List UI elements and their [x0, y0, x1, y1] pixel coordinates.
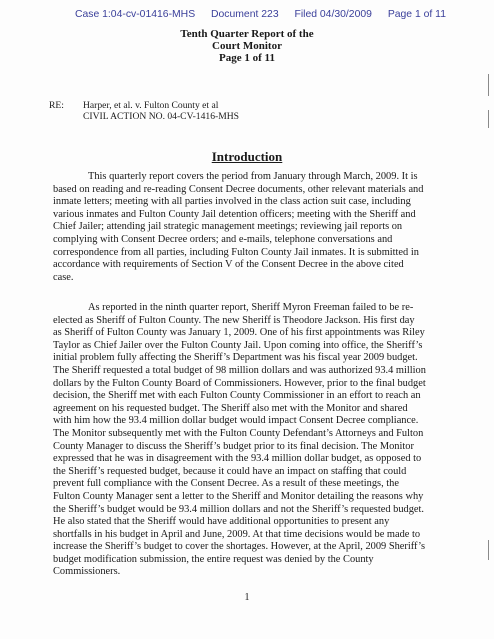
text-line: Fulton County Manager sent a letter to the Sheriff and Monitor detailing the reasons why — [53, 490, 424, 502]
text-line: He also stated that the Sheriff would have additional opportunities to present any — [53, 516, 390, 528]
title-line-1: Tenth Quarter Report of the — [180, 28, 314, 40]
text-line: various inmates and Fulton County Jail detention officers; meeting with the Sheriff and — [53, 208, 416, 220]
report-title — [0, 28, 494, 64]
text-line: As reported in the ninth quarter report, Sheriff Myron Freeman failed to be re- — [88, 302, 414, 313]
re-line-2: CIVIL ACTION NO. 04-CV-1416-MHS — [83, 111, 239, 122]
paragraph-2 — [53, 302, 461, 579]
re-line-1: Harper, et al. v. Fulton County et al — [83, 100, 219, 111]
title-line-3: Page 1 of 11 — [219, 52, 275, 64]
text-line: Chief Jailer; attending jail strategic management meetings; reviewing jail reports on — [53, 221, 403, 233]
text-line: accordance with requirements of Section V of the Consent Decree in the above cited — [53, 259, 404, 271]
text-line: inmate letters; meeting with all parties involved in the class action suit case, including — [53, 196, 411, 208]
text-line: Commissioners. — [53, 566, 121, 578]
text-line: agreement on his requested budget. The Sheriff also met with the Monitor and shared — [53, 402, 408, 414]
stamp-page-count: Page 1 of 11 — [387, 9, 446, 20]
text-line: the Sheriff’s requested budget, because it could have an impact on staffing that could — [53, 465, 407, 477]
text-line: the Sheriff’s budget would be 93.4 million dollars and not the Sheriff’s requested budget. — [53, 503, 425, 515]
title-line-2: Court Monitor — [212, 40, 282, 52]
re-label: RE: — [49, 100, 64, 111]
case-number: Case 1:04-cv-01416-MHS — [75, 9, 196, 20]
margin-mark — [488, 110, 489, 128]
text-line: prevent full compliance with the Consent Decree. As a result of these meetings, the — [53, 478, 399, 490]
text-line: as Sheriff of Fulton County was January 1, 2009. One of his first appointments was Riley — [53, 327, 425, 339]
text-line: shortfalls in his budget in April and June, 2009. At that time decisions would be made to — [53, 528, 421, 540]
text-line: The Monitor subsequently met with the Fulton County Defendant’s Attorneys and Fulton — [53, 427, 424, 439]
text-line: Taylor as Chief Jailer over the Fulton County Jail. Upon coming into office, the Sheriff’s — [53, 339, 423, 351]
text-line: initial problem fully affecting the Sheriff’s Department was his fiscal year 2009 budget. — [53, 352, 418, 364]
text-line: expressed that he was in disagreement with the 93.4 million dollar budget, as opposed to — [53, 453, 422, 465]
paragraph-1 — [53, 171, 461, 284]
filed-date: Filed 04/30/2009 — [294, 9, 372, 20]
text-line: decision, the Sheriff met with each Fulton County Commissioner in an effort to reach an — [53, 390, 421, 402]
margin-mark — [488, 74, 489, 96]
document-number: Document 223 — [211, 9, 279, 20]
text-line: case. — [53, 271, 74, 283]
text-line: County Manager to discuss the Sheriff’s budget prior to its final decision. The Monitor — [53, 440, 414, 452]
re-case-caption — [83, 100, 239, 122]
text-line: elected as Sheriff of Fulton County. The new Sheriff is Theodore Jackson. His first day — [53, 314, 415, 326]
text-line: This quarterly report covers the period from January through March, 2009. It is — [88, 171, 418, 182]
text-line: budget modification submission, the entire request was denied by the County — [53, 553, 374, 565]
text-line: complying with Consent Decree orders; and e-mails, telephone conversations and — [53, 233, 393, 245]
text-line: based on reading and re-reading Consent Decree documents, other relevant materials and — [53, 183, 424, 195]
court-filing-stamp — [75, 9, 446, 20]
text-line: with him how the 93.4 million dollar budget would impact Consent Decree compliance. — [53, 415, 419, 427]
text-line: The Sheriff requested a total budget of 98 million dollars and was authorized 93.4 million — [53, 364, 426, 376]
text-line: dollars by the Fulton County Board of Commissioners. However, prior to the final budget — [53, 377, 426, 389]
text-line: correspondence from all parties, including Fulton County Jail inmates. It is submitted in — [53, 246, 419, 258]
page-number: 1 — [244, 592, 250, 603]
section-heading: Introduction — [211, 149, 283, 164]
margin-mark — [488, 540, 489, 560]
text-line: increase the Sheriff’s budget to cover the shortages. However, at the April, 2009 Sheriff’s — [53, 541, 426, 553]
